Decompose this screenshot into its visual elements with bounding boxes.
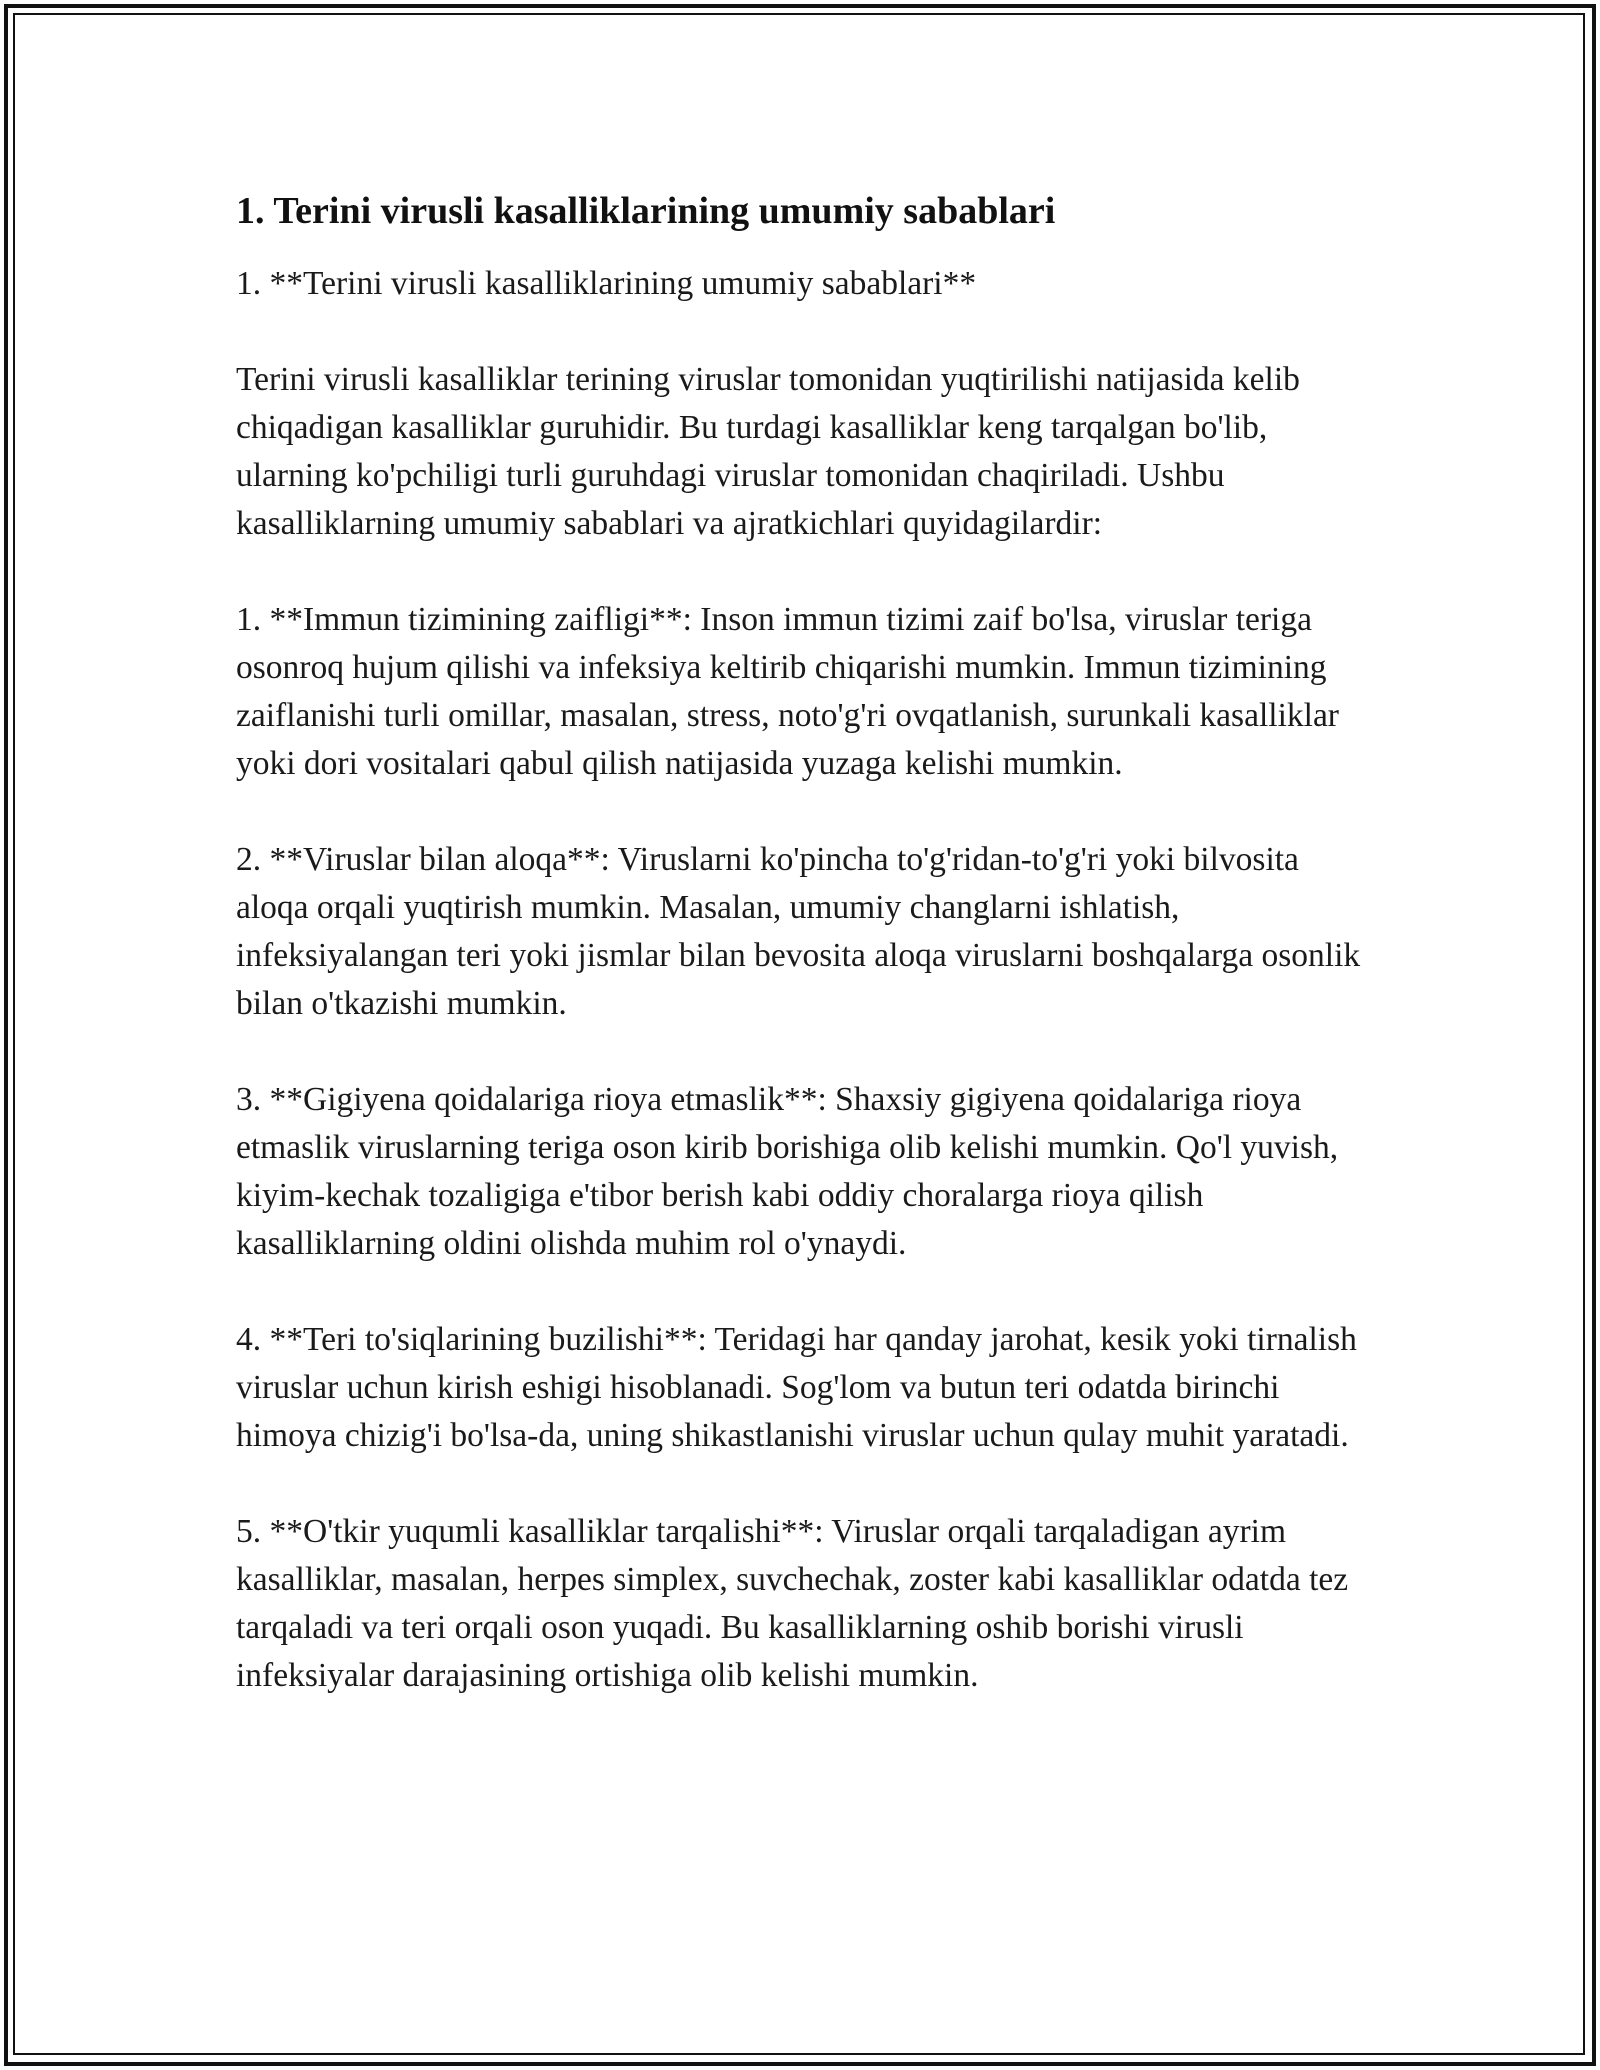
list-item-acute-infections: 5. **O'tkir yuqumli kasalliklar tarqalishi**: Viruslar orqali tarqaladigan ayrim kasalliklar, masalan, herpes simplex, suvchechak, zoster kabi kasalliklar odatda tez tarqaladi va teri orqali oson yuqadi. Bu kasalliklarning oshib borishi virusli infeksiyalar darajasining ortishiga olib kelishi mumkin. xyxy=(236,1513,1349,1694)
list-item-skin-barrier: 4. **Teri to'siqlarining buzilishi**: Teridagi har qanday jarohat, kesik yoki tirnalish viruslar uchun kirish eshigi hisoblanadi. Sog'lom va butun teri odatda birinchi himoya chizig'i bo'lsa-da, uning shikastlanishi viruslar uchun qulay muhit yaratadi. xyxy=(236,1321,1357,1454)
section-subtitle: 1. **Terini virusli kasalliklarining umumiy sabablari** xyxy=(236,265,977,302)
list-item-virus-contact: 2. **Viruslar bilan aloqa**: Viruslarni ko'pincha to'g'ridan-to'g'ri yoki bilvosita aloqa orqali yuqtirish mumkin. Masalan, umumiy changlarni ishlatish, infeksiyalangan teri yoki jismlar bilan bevosita aloqa viruslarni boshqalarga osonlik bilan o'tkazishi mumkin. xyxy=(236,841,1361,1022)
document-title: 1. Terini virusli kasalliklarining umumiy sabablari xyxy=(236,190,1056,232)
list-item-immune-weakness: 1. **Immun tizimining zaifligi**: Inson immun tizimi zaif bo'lsa, viruslar teriga osonroq hujum qilishi va infeksiya keltirib chiqarishi mumkin. Immun tizimining zaiflanishi turli omillar, masalan, stress, noto'g'ri ovqatlanish, surunkali kasalliklar yoki dori vositalari qabul qilish natijasida yuzaga kelishi mumkin. xyxy=(236,601,1339,782)
document-body xyxy=(236,186,1366,1748)
intro-paragraph: Terini virusli kasalliklar terining viruslar tomonidan yuqtirilishi natijasida kelib chiqadigan kasalliklar guruhidir. Bu turdagi kasalliklar keng tarqalgan bo'lib, ularning ko'pchiligi turli guruhdagi viruslar tomonidan chaqiriladi. Ushbu kasalliklarning umumiy sabablari va ajratkichlari quyidagilardir: xyxy=(236,361,1300,542)
list-item-hygiene: 3. **Gigiyena qoidalariga rioya etmaslik**: Shaxsiy gigiyena qoidalariga rioya etmaslik viruslarning teriga oson kirib borishiga olib kelishi mumkin. Qo'l yuvish, kiyim-kechak tozaligiga e'tibor berish kabi oddiy choralarga rioya qilish kasalliklarning oldini olishda muhim rol o'ynaydi. xyxy=(236,1081,1339,1262)
